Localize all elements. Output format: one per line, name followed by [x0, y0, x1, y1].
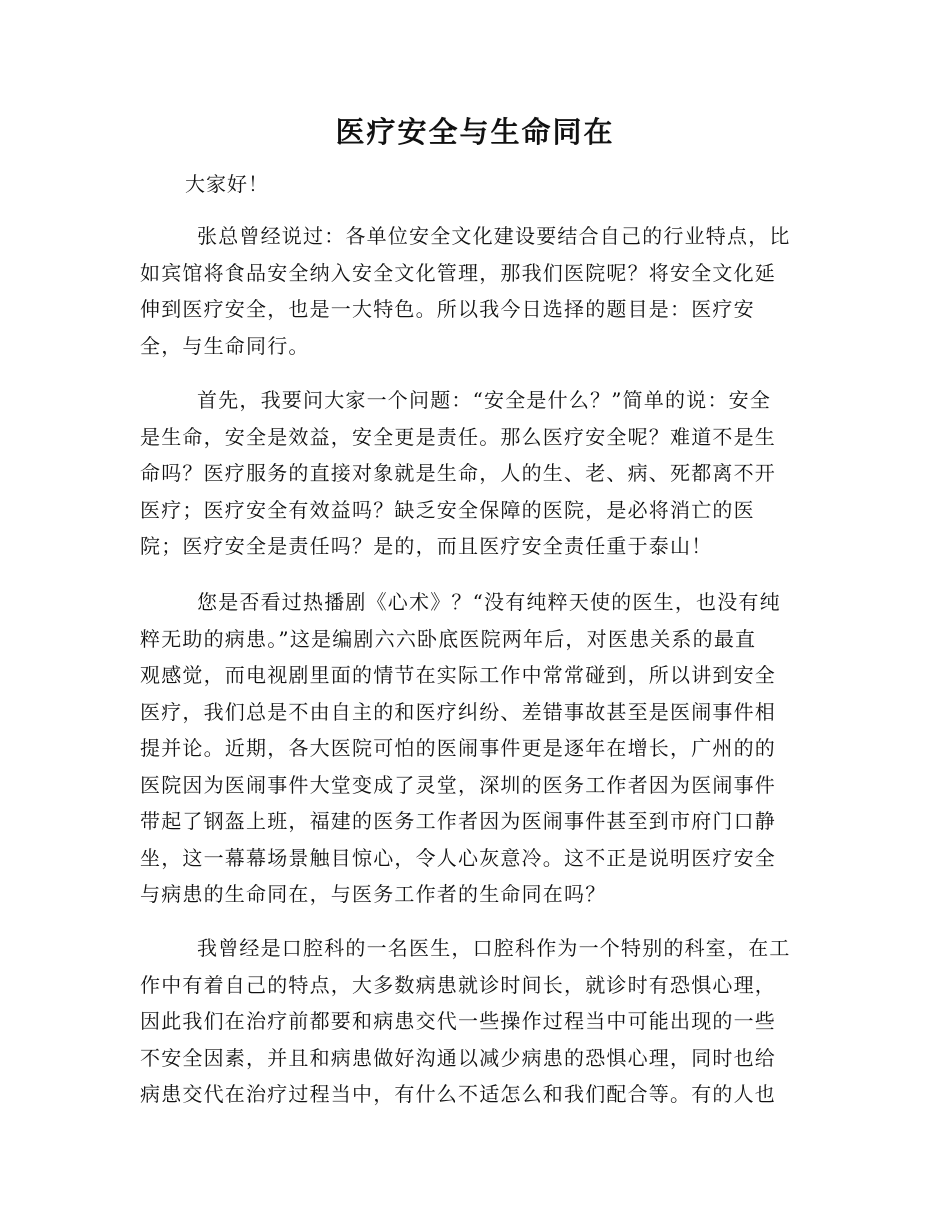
text-line: 张总曾经说过：各单位安全文化建设要结合自己的行业特点，比	[197, 224, 791, 248]
greeting: 大家好！	[185, 172, 269, 196]
text-line: 粹无助的病患。”这是编剧六六卧底医院两年后，对医患关系的最直	[140, 626, 757, 651]
text-line: 我曾经是口腔科的一名医生，口腔科作为一个特别的科室，在工	[197, 936, 791, 960]
paragraph-4	[140, 930, 810, 1113]
text-line: 作中有着自己的特点，大多数病患就诊时间长，就诊时有恐惧心理，	[140, 972, 776, 997]
text-line: 您是否看过热播剧《心术》？“没有纯粹天使的医生，也没有纯	[197, 590, 781, 614]
text-line: 伸到医疗安全，也是一大特色。所以我今日选择的题目是：医疗安	[140, 297, 755, 321]
paragraph-2	[140, 382, 810, 565]
text-line: 如宾馆将食品安全纳入安全文化管理，那我们医院呢？将安全文化延	[140, 260, 776, 285]
text-line: 是生命，安全是效益，安全更是责任。那么医疗安全呢？难道不是生	[140, 424, 776, 449]
page-title: 医疗安全与生命同在	[335, 115, 615, 149]
text-line: 提并论。近期，各大医院可怕的医闹事件更是逐年在增长，广州的的	[140, 736, 776, 760]
text-line: 院；医疗安全是责任吗？是的，而且医疗安全责任重于泰山！	[140, 534, 713, 558]
text-line: 命吗？医疗服务的直接对象就是生命，人的生、老、病、死都离不开	[140, 461, 776, 485]
text-line: 全，与生命同行。	[140, 333, 310, 358]
text-line: 与病患的生命同在，与医务工作者的生命同在吗？	[140, 882, 607, 906]
text-line: 医疗；医疗安全有效益吗？缺乏安全保障的医院，是必将消亡的医	[140, 497, 755, 522]
text-line: 带起了钢盔上班，福建的医务工作者因为医闹事件甚至到市府门口静	[140, 809, 776, 833]
text-line: 医院因为医闹事件大堂变成了灵堂，深圳的医务工作者因为医闹事件	[140, 772, 776, 797]
text-line: 首先，我要问大家一个问题：“安全是什么？”简单的说：安全	[197, 388, 772, 412]
text-line: 病患交代在治疗过程当中，有什么不适怎么和我们配合等。有的人也	[140, 1082, 776, 1106]
text-line: 医疗，我们总是不由自主的和医疗纠纷、差错事故甚至是医闹事件相	[140, 699, 776, 724]
text-line: 坐，这一幕幕场景触目惊心，令人心灰意冷。这不正是说明医疗安全	[140, 845, 776, 870]
text-line: 不安全因素，并且和病患做好沟通以减少病患的恐惧心理，同时也给	[140, 1045, 776, 1070]
text-line: 因此我们在治疗前都要和病患交代一些操作过程当中可能出现的一些	[140, 1009, 776, 1033]
paragraph-3	[140, 584, 810, 913]
text-line: 观感觉，而电视剧里面的情节在实际工作中常常碰到，所以讲到安全	[140, 663, 776, 687]
paragraph-1	[140, 218, 810, 364]
